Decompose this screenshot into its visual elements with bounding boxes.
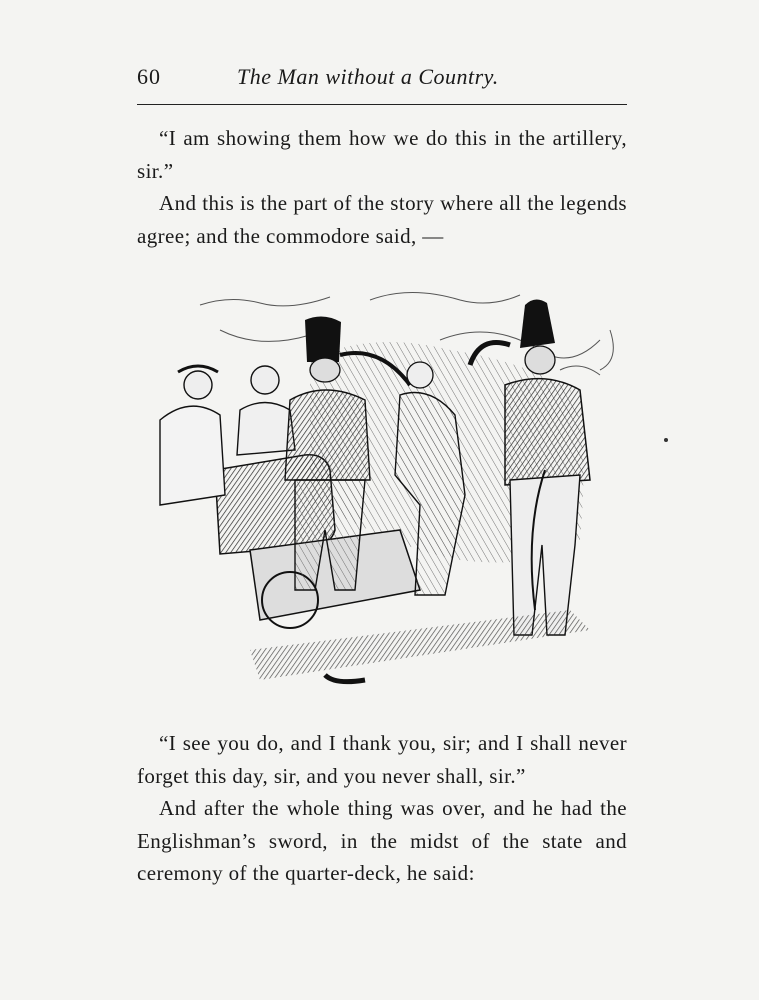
paragraph: And after the whole thing was over, and he had the Englishman’s sword, in the midst of the state and ceremony of the quarter-deck, he said: — [137, 796, 627, 885]
running-title: The Man without a Country. — [237, 64, 499, 89]
paragraph: “I see you do, and I thank you, sir; and I shall never forget this day, sir, and you never shall, sir.” — [137, 731, 627, 788]
deck-shadow — [250, 610, 590, 680]
page-number: 60 — [137, 64, 161, 89]
sailor-left — [160, 366, 225, 505]
illustration-drawing — [140, 270, 620, 705]
text-block-bottom — [137, 727, 627, 890]
engraved-illustration — [140, 270, 620, 705]
text-block-top — [137, 122, 627, 252]
print-speck — [664, 438, 668, 442]
paragraph: And this is the part of the story where all the legends agree; and the commodore said, — — [137, 191, 627, 248]
paragraph: “I am showing them how we do this in the artillery, sir.” — [137, 126, 627, 183]
page-header — [137, 60, 627, 94]
sailor-second — [237, 366, 295, 455]
header-rule — [137, 104, 627, 105]
